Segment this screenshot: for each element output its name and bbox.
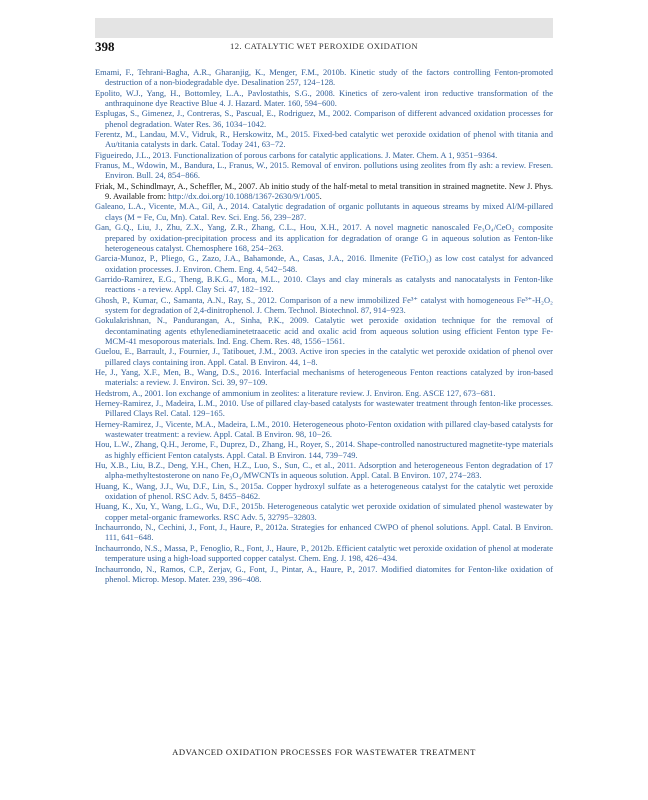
reference-text: Hu, X.B., Liu, B.Z., Deng, Y.H., Chen, H.Z., Luo, S., Sun, C., et al., 2011. Adsorption and heterogeneous Fenton degradation of 17 alpha-methyltestosterone on nano Fe₃O₄/MWCNTs in aqueous solution. Appl. Catal. B Environ. 107, 274−283. [95,460,553,481]
reference-entry [95,315,553,346]
reference-text: Inchaurrondo, N.S., Massa, P., Fenoglio, R., Font, J., Haure, P., 2012b. Efficient catalytic wet peroxide oxidation of phenol at moderate temperature using a high-load supported copper catalyst. Chem. Eng. J. 198, 426−434. [95,542,553,564]
reference-text: Inchaurrondo, N., Ramos, C.P., Zerjav, G., Font, J., Pintar, A., Haure, P., 2017. Modified diatomites for Fenton-like oxidation of phenol. Microp. Mesop. Mater. 239, 396−408. [95,563,553,584]
reference-text: Garcia-Munoz, P., Pliego, G., Zazo, J.A., Bahamonde, A., Casas, J.A., 2016. Ilmenite (FeTiO₃) as low cost catalyst for advanced oxidation processes. J. Environ. Chem. Eng. 4, 542−548. [95,253,553,274]
reference-text: Galeano, L.A., Vicente, M.A., Gil, A., 2014. Catalytic degradation of organic pollutants in aqueous streams by mixed Al/M-pillared clays (M = Fe, Cu, Mn). Catal. Rev. Sci. Eng. 56, 239−287. [95,201,553,222]
header-band [95,18,553,38]
reference-entry [95,398,553,419]
reference-text: He, J., Yang, X.F., Men, B., Wang, D.S., 2016. Interfacial mechanisms of heterogeneous Fenton reactions catalyzed by iron-based materials: a review. J. Environ. Sci. 39, 97−109. [95,366,553,388]
reference-text: Emami, F., Tehrani-Bagha, A.R., Gharanjig, K., Menger, F.M., 2010b. Kinetic study of the factors controlling Fenton-promoted destruction of a non-biodegradable dye. Desalination 257, 124−128. [95,67,553,88]
reference-text: Ferentz, M., Landau, M.V., Vidruk, R., Herskowitz, M., 2015. Fixed-bed catalytic wet peroxide oxidation of phenol with titania and Au/titania catalysts in dark. Catal. Today 241, 63−72. [95,129,553,150]
reference-entry [95,253,553,274]
reference-entry [95,367,553,388]
reference-text: Herney-Ramirez, J., Vicente, M.A., Madeira, L.M., 2010. Heterogeneous photo-Fenton oxidation with pillared clay-based catalysts for wastewater treatment: a review. Appl. Catal. B Environ. 98, 10−26. [95,418,553,440]
reference-text: Huang, K., Wang, J.J., Wu, D.F., Lin, S., 2015a. Copper hydroxyl sulfate as a heterogeneous catalyst for the catalytic wet peroxide oxidation of phenol. RSC Adv. 5, 8455−8462. [95,480,553,502]
doi-link[interactable]: http://dx.doi.org/10.1088/1367-2630/9/1/005 [168,191,320,202]
book-title-footer: ADVANCED OXIDATION PROCESSES FOR WASTEWATER TREATMENT [172,747,476,757]
reference-entry [95,346,553,367]
reference-entry [95,160,553,181]
reference-entry [95,88,553,109]
chapter-title: 12. CATALYTIC WET PEROXIDE OXIDATION [230,41,418,51]
reference-entry [95,439,553,460]
reference-text: Epolito, W.J., Yang, H., Bottomley, L.A., Pavlostathis, S.G., 2008. Kinetics of zero-valent iron reductive transformation of the anthraquinone dye Reactive Blue 4. J. Hazard. Mater. 160, 594−600. [95,87,553,109]
reference-entry [95,108,553,129]
reference-text: Gokulakrishnan, N., Pandurangan, A., Sinha, P.K., 2009. Catalytic wet peroxide oxidation technique for the removal of decontaminating agents ethylenediaminetetraacetic acid and oxalic acid from aqueous solution using efficient Fenton type Fe-MCM-41 mesoporous materials. Ind. Eng. Chem. Res. 48, 1556−1561. [95,315,553,346]
reference-entry [95,295,553,316]
reference-text: Gan, G.Q., Liu, J., Zhu, Z.X., Yang, Z.R., Zhang, C.L., Hou, X.H., 2017. A novel magnetic nanoscaled Fe₃O₄/CeO₂ composite prepared by oxidation-precipitation process and its application for degradation of orange G in aqueous solution as Fenton-like heterogeneous catalyst. Chemosphere 168, 254−263. [95,222,553,253]
page-number: 398 [95,39,115,54]
reference-entry [95,543,553,564]
reference-text: Garrido-Ramirez, E.G., Theng, B.K.G., Mora, M.L., 2010. Clays and clay minerals as catalysts and nanocatalysts in Fenton-like reactions - a review. Appl. Clay Sci. 47, 182−192. [95,273,553,295]
reference-text: Inchaurrondo, N., Cechini, J., Font, J., Haure, P., 2012a. Strategies for enhanced CWPO of phenol solutions. Appl. Catal. B Environ. 111, 641−648. [95,522,553,543]
reference-entry [95,419,553,440]
running-header [95,38,553,56]
reference-entry [95,222,553,253]
reference-entry [95,67,553,88]
reference-text: Esplugas, S., Gimenez, J., Contreras, S., Pascual, E., Rodriguez, M., 2002. Comparison of different advanced oxidation processes for phenol degradation. Water Res. 36, 1034−1042. [95,108,553,129]
reference-entry [95,481,553,502]
reference-entry [95,150,553,160]
reference-entry [95,501,553,522]
reference-entry [95,388,553,398]
reference-text: Herney-Ramirez, J., Madeira, L.M., 2010. Use of pillared clay-based catalysts for wastewater treatment through fenton-like processes. Pillared Clays Rel. Catal. 129−165. [95,398,553,419]
reference-entry [95,129,553,150]
reference-entry [95,274,553,295]
reference-list [95,67,553,584]
reference-text: Huang, K., Xu, Y., Wang, L.G., Wu, D.F., 2015b. Heterogeneous catalytic wet peroxide oxidation of simulated phenol wastewater by copper metal-organic frameworks. RSC Adv. 5, 32795−32803. [95,501,553,522]
reference-text: Friak, M., Schindlmayr, A., Scheffler, M., 2007. Ab initio study of the half-metal to metal transition in strained magnetite. New J. Phys. 9. Available from: [95,180,553,202]
reference-entry [95,460,553,481]
reference-entry [95,522,553,543]
reference-entry [95,564,553,585]
reference-entry [95,181,553,202]
reference-text: Ghosh, P., Kumar, C., Samanta, A.N., Ray, S., 2012. Comparison of a new immobilized Fe³⁺ catalyst with homogeneous Fe³⁺-H₂O₂ system for degradation of 2,4-dinitrophenol. J. Chem. Technol. Biotechnol. 87, 914−923. [95,294,553,315]
reference-text: Hou, L.W., Zhang, Q.H., Jerome, F., Duprez, D., Zhang, H., Royer, S., 2014. Shape-controlled nanostructured magnetite-type materials as highly efficient Fenton catalysts. Appl. Catal. B Environ. 144, 739−749. [95,439,553,460]
reference-text: Guelou, E., Barrault, J., Fournier, J., Tatibouet, J.M., 2003. Active iron species in the catalytic wet peroxide oxidation of phenol over pillared clays containing iron. Appl. Catal. B Environ. 44, 1−8. [95,346,553,367]
reference-entry [95,201,553,222]
reference-text: Hedstrom, A., 2001. Ion exchange of ammonium in zeolites: a literature review. J. Environ. Eng. ASCE 127, 673−681. [95,387,496,398]
reference-tail: . [319,191,322,202]
reference-text: Figueiredo, J.L., 2013. Functionalization of porous carbons for catalytic applications. J. Mater. Chem. A 1, 9351−9364. [95,149,498,160]
reference-text: Franus, M., Wdowin, M., Bandura, L., Franus, W., 2015. Removal of environ. pollutions using zeolites from fly ash: a review. Fresen. Environ. Bull. 24, 854−866. [95,160,553,181]
